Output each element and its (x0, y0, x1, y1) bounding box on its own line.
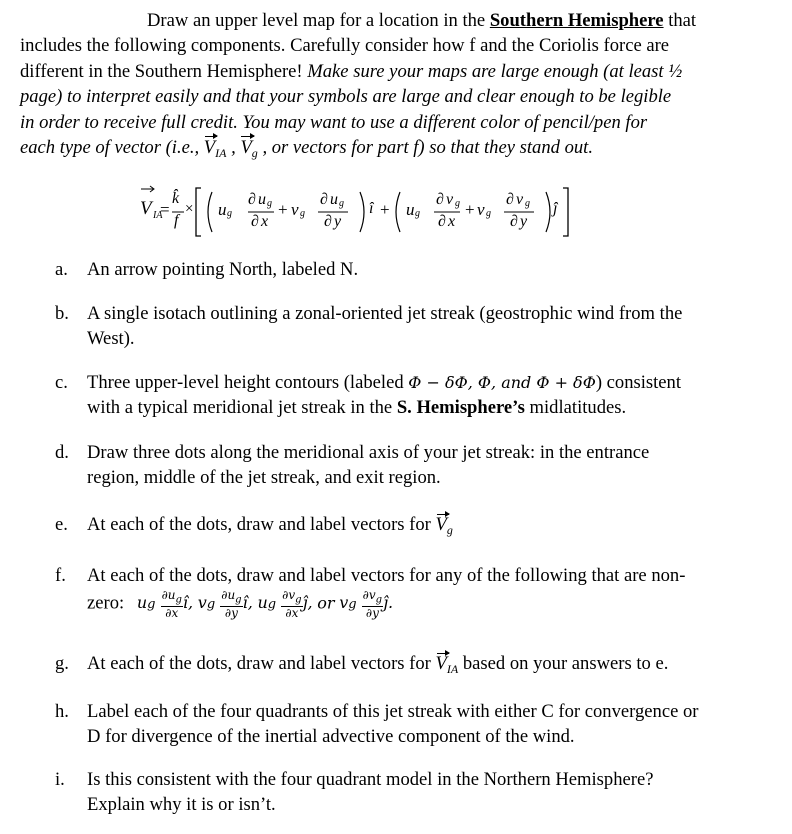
item-g: g. At each of the dots, draw and label vectors for $V_{IA}$ based on your answers to e. (55, 653, 669, 676)
southern-hemisphere-emphasis: Southern Hemisphere (489, 10, 664, 31)
intro-line-4: page) to interpret easily and that your symbols are large and clear enough to be legible (20, 86, 672, 108)
item-a: a. An arrow pointing North, labeled N. (55, 259, 359, 280)
item-e: e. At each of the dots, draw and label vectors for $V_g$ (55, 514, 453, 537)
term-ug-dug-dx: ug $\frac{\partial u_g}{\partial x}$ î, (136, 587, 194, 620)
item-c: c. Three upper-level height contours (labeled Φ − δΦ, Φ, and Φ + δΦ) consistent with a typical meridional jet streak in the S. Hemisphere’s midlatitudes. (55, 372, 682, 418)
item-d: d. Draw three dots along the meridional axis of your jet streak: in the entrance region, middle of the jet streak, and exit region. (55, 442, 650, 488)
intro-line-3: different in the Southern Hemisphere! Make sure your maps are large enough (at least ½ (20, 60, 683, 82)
term-vg-dvg-dy: vg $\frac{\partial v_g}{\partial y}$ ĵ. (339, 587, 394, 620)
item-h: h. Label each of the four quadrants of this jet streak with either C for convergence or D for divergence of the inertial advective component of the wind. (55, 701, 699, 747)
intro-line-2: includes the following components. Carefully consider how f and the Coriolis force are (20, 35, 670, 57)
item-i: i. Is this consistent with the four quadrant model in the Northern Hemisphere? Explain why it is or isn’t. (55, 769, 654, 815)
intro-line-5: in order to receive full credit. You may want to use a different color of pencil/pen for (20, 111, 648, 133)
item-b: b. A single isotach outlining a zonal-oriented jet streak (geostrophic wind from the West). (55, 303, 683, 349)
item-f: f. At each of the dots, draw and label vectors for any of the following that are non- zero: ug $\frac{\partial u_g}{\partial x}$ î, vg $\frac{\partial u_g}{\partial y}$ î, ug $\frac{\partial v_g}{\partial x}$ ĵ, or vg $\frac{\partial v_g}{\partial y}$ ĵ. (55, 565, 686, 620)
term-ug-dvg-dx: ug $\frac{\partial v_g}{\partial x}$ ĵ, (257, 587, 313, 620)
term-vg-dug-dy: vg $\frac{\partial u_g}{\partial y}$ î, (197, 587, 253, 620)
instructions-paragraph (20, 8, 760, 166)
equation-brackets (138, 180, 598, 242)
intro-line-1: Draw an upper level map for a location in the Southern Hemisphere that (147, 10, 697, 31)
intro-line-6: each type of vector (i.e., $V_{IA}$ , $V_g$ , or vectors for part f) so that they stand out. (20, 137, 593, 161)
inertial-advective-wind-equation: V IA = k̂ f × u g ∂ u g ∂ x + v g ∂ u g ∂ y î + u g ∂ v g ∂ x + v g ∂ v g ∂ y ĵ (138, 180, 598, 242)
